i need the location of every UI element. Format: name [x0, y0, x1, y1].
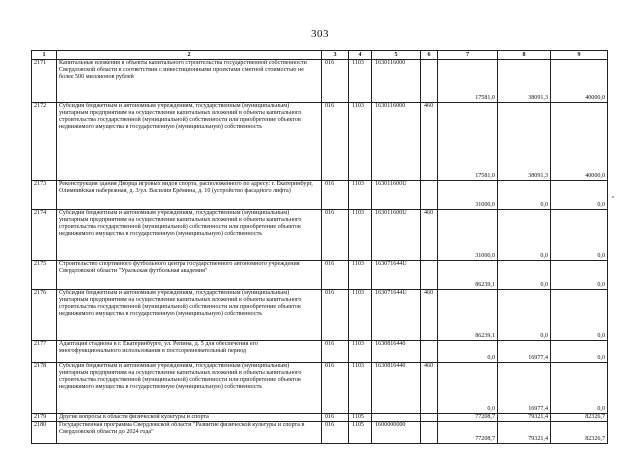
value-cell: 0,0 — [438, 363, 498, 414]
row-name-cell: Строительство спортивного футбольного центра государственного автономного учреждения Свердловской области "Уральская футбольная академия" — [57, 261, 322, 290]
row-name-cell: Реконструкция здания Дворца игровых видов спорта, расположенного по адресу: г. Екатеринбург, Олимпийская набережная, д. 3/ул. Василия Ерёмина, д. 10 (устройство фасадного лифта) — [57, 181, 322, 210]
value-cell: 0,0 — [498, 290, 551, 341]
expense-type-cell: 460 — [421, 363, 438, 414]
table-row — [32, 103, 608, 181]
value-cell: 86239,1 — [438, 290, 498, 341]
value-cell: 82326,7 — [551, 422, 608, 444]
ved-code-cell: 016 — [322, 341, 349, 363]
row-name-cell: Адаптация стадиона в г. Екатеринбурге, ул. Репина, д. 5 для обеспечения его многофункционального использования в постсоревновательный период — [57, 341, 322, 363]
value-cell: 17581,0 — [438, 60, 498, 103]
row-name-cell: Другие вопросы в области физической культуры и спорта — [57, 414, 322, 422]
target-code-cell — [372, 414, 421, 422]
table-row — [32, 341, 608, 363]
table-row — [32, 363, 608, 414]
header-cell: 4 — [349, 51, 372, 60]
table-body — [32, 51, 608, 444]
ved-code-cell: 016 — [322, 414, 349, 422]
row-number-cell: 2171 — [32, 60, 57, 103]
expense-type-cell — [421, 341, 438, 363]
row-number-cell: 2179 — [32, 414, 57, 422]
value-cell: 16977,4 — [498, 341, 551, 363]
value-cell: 0,0 — [551, 261, 608, 290]
target-code-cell: 1600000000 — [372, 422, 421, 444]
scan-dot — [612, 196, 614, 198]
section-code-cell: 1103 — [349, 261, 372, 290]
table-row — [32, 414, 608, 422]
row-number-cell: 2177 — [32, 341, 57, 363]
ved-code-cell: 016 — [322, 60, 349, 103]
value-cell: 31000,0 — [438, 181, 498, 210]
header-cell: 3 — [322, 51, 349, 60]
target-code-cell: 163071644U — [372, 261, 421, 290]
expense-type-cell — [421, 414, 438, 422]
table-row — [32, 290, 608, 341]
target-code-cell: 163011600U — [372, 210, 421, 261]
value-cell: 79321,4 — [498, 422, 551, 444]
section-code-cell: 1103 — [349, 210, 372, 261]
value-cell: 86239,1 — [438, 261, 498, 290]
value-cell: 17581,0 — [438, 103, 498, 181]
row-name-cell: Субсидии бюджетным и автономным учреждениям, государственным (муниципальным) унитарным предприятиям на осуществление капитальных вложений в объекты капитального строительства государственной (муниципальной) собственности или приобретение объектов недвижимого имущества в государственную (муниципальную) собственность — [57, 103, 322, 181]
ved-code-cell: 016 — [322, 363, 349, 414]
header-cell: 2 — [57, 51, 322, 60]
row-name-cell: Капитальные вложения в объекты капитального строительства государственной собственности Свердловской области в соответствии с инвестиционными проектами сметной стоимостью не более 500 миллионов рублей — [57, 60, 322, 103]
section-code-cell: 1103 — [349, 181, 372, 210]
expense-type-cell — [421, 422, 438, 444]
header-cell: 8 — [498, 51, 551, 60]
header-cell: 6 — [421, 51, 438, 60]
target-code-cell: 1630816440 — [372, 363, 421, 414]
row-name-cell: Субсидии бюджетным и автономным учреждениям, государственным (муниципальным) унитарным предприятиям на осуществление капитальных вложений в объекты капитального строительства государственной (муниципальной) собственности или приобретение объектов недвижимого имущества в государственную (муниципальную) собственность — [57, 363, 322, 414]
row-name-cell: Государственная программа Свердловской области "Развитие физической культуры и спорта в Свердловской области до 2024 года" — [57, 422, 322, 444]
value-cell: 82326,7 — [551, 414, 608, 422]
value-cell: 38091,3 — [498, 103, 551, 181]
value-cell: 40000,0 — [551, 60, 608, 103]
expense-type-cell: 460 — [421, 210, 438, 261]
ved-code-cell: 016 — [322, 210, 349, 261]
expense-type-cell: 460 — [421, 290, 438, 341]
ved-code-cell: 016 — [322, 261, 349, 290]
ved-code-cell: 016 — [322, 181, 349, 210]
ved-code-cell: 016 — [322, 290, 349, 341]
value-cell: 79321,4 — [498, 414, 551, 422]
table-row — [32, 60, 608, 103]
expense-type-cell — [421, 181, 438, 210]
ved-code-cell: 016 — [322, 422, 349, 444]
value-cell: 0,0 — [551, 341, 608, 363]
row-number-cell: 2174 — [32, 210, 57, 261]
value-cell: 0,0 — [498, 261, 551, 290]
row-number-cell: 2180 — [32, 422, 57, 444]
ved-code-cell: 016 — [322, 103, 349, 181]
section-code-cell: 1103 — [349, 60, 372, 103]
row-name-cell: Субсидии бюджетным и автономным учреждениям, государственным (муниципальным) унитарным предприятиям на осуществление капитальных вложений в объекты капитального строительства государственной (муниципальной) собственности или приобретение объектов недвижимого имущества в государственную (муниципальную) собственность — [57, 290, 322, 341]
section-code-cell: 1103 — [349, 363, 372, 414]
header-cell: 9 — [551, 51, 608, 60]
value-cell: 40000,0 — [551, 103, 608, 181]
target-code-cell: 1630816440 — [372, 341, 421, 363]
target-code-cell: 1630116000 — [372, 60, 421, 103]
row-name-cell: Субсидии бюджетным и автономным учреждениям, государственным (муниципальным) унитарным предприятиям на осуществление капитальных вложений в объекты капитального строительства государственной (муниципальной) собственности или приобретение объектов недвижимого имущества в государственную (муниципальную) собственность — [57, 210, 322, 261]
section-code-cell: 1103 — [349, 341, 372, 363]
section-code-cell: 1105 — [349, 422, 372, 444]
value-cell: 16977,4 — [498, 363, 551, 414]
target-code-cell: 163011600U — [372, 181, 421, 210]
row-number-cell: 2173 — [32, 181, 57, 210]
value-cell: 0,0 — [551, 290, 608, 341]
expense-type-cell — [421, 261, 438, 290]
table-row — [32, 210, 608, 261]
section-code-cell: 1105 — [349, 414, 372, 422]
value-cell: 0,0 — [438, 341, 498, 363]
row-number-cell: 2172 — [32, 103, 57, 181]
header-cell: 5 — [372, 51, 421, 60]
page-number: 303 — [311, 28, 329, 40]
target-code-cell: 163071644U — [372, 290, 421, 341]
value-cell: 77208,7 — [438, 422, 498, 444]
section-code-cell: 1103 — [349, 290, 372, 341]
value-cell: 0,0 — [498, 210, 551, 261]
value-cell: 77208,7 — [438, 414, 498, 422]
header-cell: 1 — [32, 51, 57, 60]
value-cell: 0,0 — [551, 363, 608, 414]
value-cell: 31000,0 — [438, 210, 498, 261]
header-cell: 7 — [438, 51, 498, 60]
value-cell: 0,0 — [551, 181, 608, 210]
value-cell: 0,0 — [551, 210, 608, 261]
row-number-cell: 2175 — [32, 261, 57, 290]
table-row — [32, 261, 608, 290]
target-code-cell: 1630116000 — [372, 103, 421, 181]
value-cell: 0,0 — [498, 181, 551, 210]
section-code-cell: 1103 — [349, 103, 372, 181]
header-row — [32, 51, 608, 60]
row-number-cell: 2176 — [32, 290, 57, 341]
row-number-cell: 2178 — [32, 363, 57, 414]
expense-type-cell — [421, 60, 438, 103]
budget-table — [31, 50, 608, 444]
value-cell: 38091,3 — [498, 60, 551, 103]
table-row — [32, 181, 608, 210]
expense-type-cell: 460 — [421, 103, 438, 181]
table-row — [32, 422, 608, 444]
